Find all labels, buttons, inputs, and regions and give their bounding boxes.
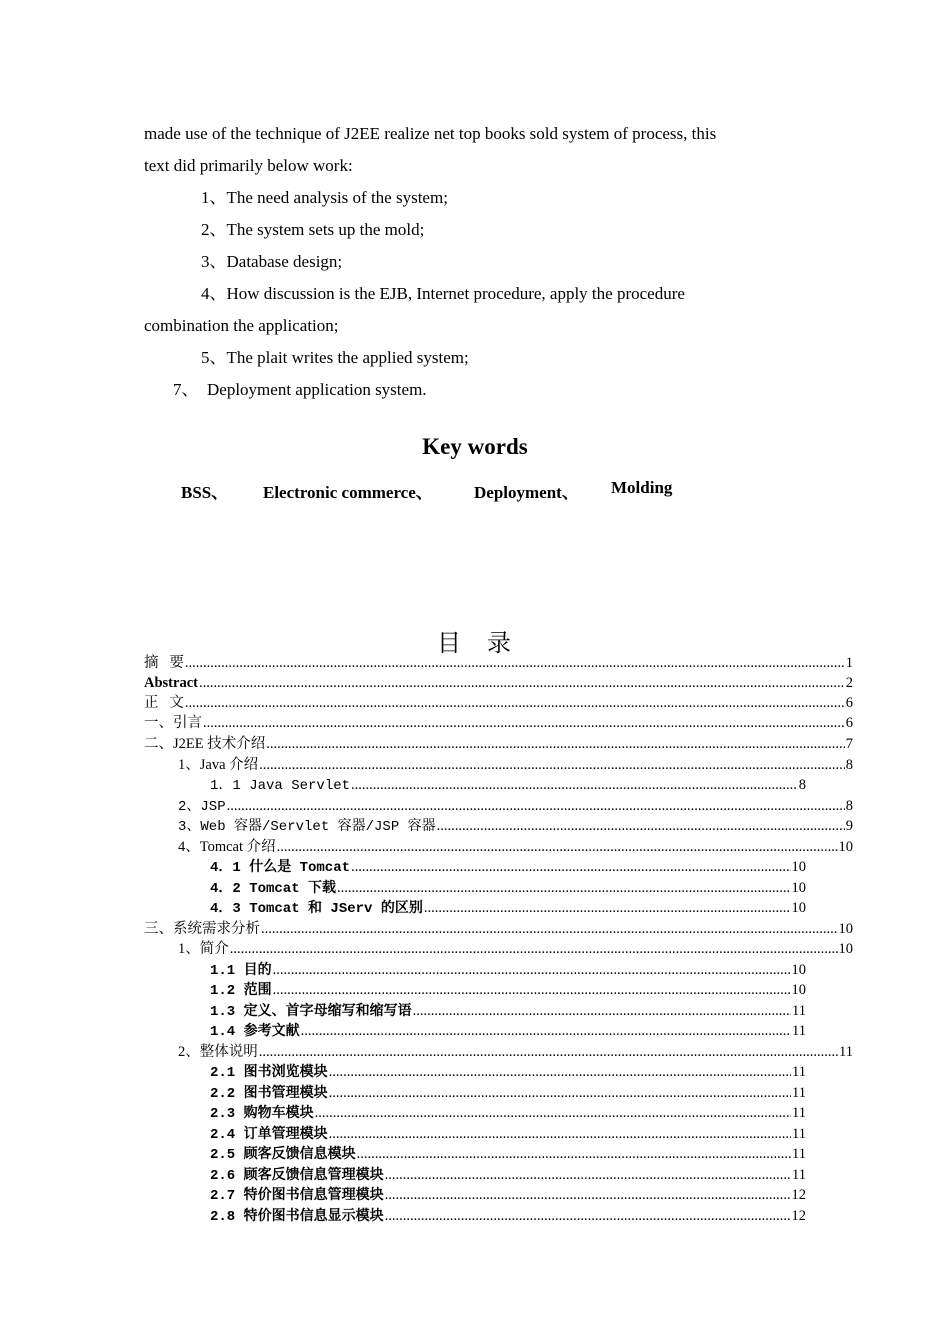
toc-entry-page: 11 — [792, 1146, 806, 1162]
toc-entry[interactable] — [144, 653, 853, 673]
toc-entry-label: 一、引言 — [144, 715, 202, 731]
toc-leader-dots — [385, 1165, 791, 1185]
toc-entry-label: 4．2 Tomcat 下载 — [210, 881, 337, 897]
work-item-7: 7、 Deployment application system. — [173, 380, 427, 399]
toc-entry-label: 2.8 特价图书信息显示模块 — [210, 1209, 384, 1225]
toc-entry-page: 6 — [845, 715, 853, 731]
toc-entry[interactable] — [210, 980, 806, 1000]
toc-entry-page: 1 — [845, 655, 853, 671]
toc-entry-page: 11 — [792, 1126, 806, 1142]
toc-entry-label: 正 文 — [144, 695, 184, 711]
toc-leader-dots — [199, 673, 845, 693]
toc-entry[interactable] — [210, 1083, 806, 1103]
toc-leader-dots — [329, 1124, 791, 1144]
toc-entry[interactable] — [144, 734, 853, 754]
keyword-3: Deployment、 — [474, 483, 579, 502]
toc-leader-dots — [315, 1103, 791, 1123]
keyword-1: BSS、 — [181, 483, 229, 502]
toc-title: 目 录 — [437, 631, 513, 657]
toc-leader-dots — [424, 898, 791, 918]
work-item-2: 2、The system sets up the mold; — [201, 220, 425, 239]
toc-entry[interactable] — [210, 878, 806, 898]
toc-entry-label: Abstract — [144, 675, 198, 691]
toc-entry-label: 2、JSP — [178, 799, 226, 815]
toc-leader-dots — [259, 1042, 838, 1062]
keyword-4: Molding — [611, 478, 673, 497]
toc-leader-dots — [437, 816, 845, 836]
toc-entry-label: 1、简介 — [178, 941, 229, 957]
toc-entry-page: 12 — [791, 1187, 806, 1203]
toc-leader-dots — [301, 1021, 791, 1041]
toc-entry[interactable] — [178, 816, 853, 836]
toc-entry-page: 11 — [792, 1064, 806, 1080]
toc-entry-label: 2.4 订单管理模块 — [210, 1127, 328, 1143]
toc-entry-page: 11 — [792, 1023, 806, 1039]
toc-entry[interactable] — [210, 898, 806, 918]
toc-entry[interactable] — [178, 1042, 853, 1062]
toc-leader-dots — [259, 755, 845, 775]
toc-entry[interactable] — [210, 1124, 806, 1144]
toc-entry[interactable] — [210, 857, 806, 877]
toc-leader-dots — [185, 653, 845, 673]
toc-entry-page: 11 — [792, 1105, 806, 1121]
paragraph-line-2: text did primarily below work: — [144, 156, 353, 175]
toc-entry-label: 2.1 图书浏览模块 — [210, 1065, 328, 1081]
toc-leader-dots — [413, 1001, 791, 1021]
toc-entry-page: 6 — [845, 695, 853, 711]
toc-leader-dots — [351, 857, 790, 877]
toc-entry[interactable] — [178, 796, 853, 816]
toc-entry[interactable] — [210, 1165, 806, 1185]
toc-entry[interactable] — [210, 1021, 806, 1041]
toc-entry[interactable] — [210, 1103, 806, 1123]
toc-entry-page: 7 — [845, 736, 853, 752]
toc-entry-label: 4、Tomcat 介绍 — [178, 839, 276, 855]
toc-entry-page: 2 — [845, 675, 853, 691]
toc-leader-dots — [337, 878, 790, 898]
toc-entry-label: 3、Web 容器/Servlet 容器/JSP 容器 — [178, 819, 436, 835]
toc-entry-label: 1．1 Java Servlet — [210, 778, 351, 794]
toc-entry[interactable] — [210, 960, 806, 980]
paragraph-line-1: made use of the technique of J2EE realize net top books sold system of process, this — [144, 124, 717, 143]
toc-leader-dots — [329, 1062, 791, 1082]
toc-entry[interactable] — [210, 1144, 806, 1164]
toc-entry-label: 1.1 目的 — [210, 963, 272, 979]
toc-entry-page: 10 — [791, 962, 806, 978]
toc-entry-page: 8 — [845, 757, 853, 773]
toc-leader-dots — [227, 796, 845, 816]
toc-entry-label: 2.2 图书管理模块 — [210, 1086, 328, 1102]
toc-leader-dots — [273, 980, 791, 1000]
toc-entry-label: 二、J2EE 技术介绍 — [144, 736, 266, 752]
toc-entry-page: 11 — [792, 1167, 806, 1183]
toc-entry-page: 11 — [839, 1044, 853, 1060]
toc-leader-dots — [385, 1185, 791, 1205]
toc-entry-page: 10 — [791, 900, 806, 916]
work-item-3: 3、Database design; — [201, 252, 343, 271]
toc-entry-label: 4．3 Tomcat 和 JServ 的区别 — [210, 901, 423, 917]
toc-entry-label: 1、Java 介绍 — [178, 757, 259, 773]
toc-entry-label: 2.6 顾客反馈信息管理模块 — [210, 1168, 384, 1184]
toc-entry-page: 10 — [791, 859, 806, 875]
toc-entry-page: 10 — [791, 880, 806, 896]
toc-entry-page: 10 — [838, 941, 853, 957]
toc-entry-label: 摘 要 — [144, 655, 184, 671]
toc-leader-dots — [273, 960, 791, 980]
toc-entry[interactable] — [178, 837, 853, 857]
work-item-1: 1、The need analysis of the system; — [201, 188, 448, 207]
work-item-4-line-2: combination the application; — [144, 316, 339, 335]
toc-leader-dots — [385, 1206, 791, 1226]
toc-entry-page: 11 — [792, 1003, 806, 1019]
work-item-4-line-1: 4、How discussion is the EJB, Internet procedure, apply the procedure — [201, 284, 685, 303]
toc-entry-label: 1.3 定义、首字母缩写和缩写语 — [210, 1004, 412, 1020]
work-item-5: 5、The plait writes the applied system; — [201, 348, 469, 367]
toc-entry-page: 10 — [838, 921, 853, 937]
toc-entry-label: 三、系统需求分析 — [144, 921, 260, 937]
toc-entry-page: 12 — [791, 1208, 806, 1224]
toc-leader-dots — [203, 713, 845, 733]
toc-entry-page: 10 — [791, 982, 806, 998]
toc-leader-dots — [329, 1083, 791, 1103]
toc-entry-page: 8 — [845, 798, 853, 814]
toc-leader-dots — [357, 1144, 791, 1164]
toc-entry-label: 2.3 购物车模块 — [210, 1106, 314, 1122]
toc-leader-dots — [185, 693, 845, 713]
toc-entry[interactable] — [210, 1206, 806, 1226]
toc-entry[interactable] — [144, 713, 853, 733]
toc-leader-dots — [351, 775, 798, 795]
toc-entry[interactable] — [144, 693, 853, 713]
toc-entry-page: 9 — [845, 818, 853, 834]
toc-leader-dots — [266, 734, 845, 754]
toc-leader-dots — [261, 919, 838, 939]
toc-entry-page: 11 — [792, 1085, 806, 1101]
toc-entry[interactable] — [178, 939, 853, 959]
keywords-title: Key words — [422, 434, 528, 459]
toc-entry[interactable] — [210, 1185, 806, 1205]
toc-entry-page: 8 — [798, 777, 806, 793]
toc-entry-label: 1.4 参考文献 — [210, 1024, 300, 1040]
toc-leader-dots — [230, 939, 838, 959]
toc-entry-label: 1.2 范围 — [210, 983, 272, 999]
toc-entry[interactable] — [144, 673, 853, 693]
toc-entry[interactable] — [178, 755, 853, 775]
keyword-2: Electronic commerce、 — [263, 483, 433, 502]
toc-entry-page: 10 — [838, 839, 853, 855]
toc-entry-label: 2.7 特价图书信息管理模块 — [210, 1188, 384, 1204]
toc-entry[interactable] — [210, 775, 806, 795]
toc-entry[interactable] — [210, 1062, 806, 1082]
toc-entry-label: 4．1 什么是 Tomcat — [210, 860, 351, 876]
toc-entry-label: 2、整体说明 — [178, 1044, 258, 1060]
toc-entry[interactable] — [144, 919, 853, 939]
toc-entry[interactable] — [210, 1001, 806, 1021]
toc-entry-label: 2.5 顾客反馈信息模块 — [210, 1147, 356, 1163]
toc-leader-dots — [277, 837, 838, 857]
